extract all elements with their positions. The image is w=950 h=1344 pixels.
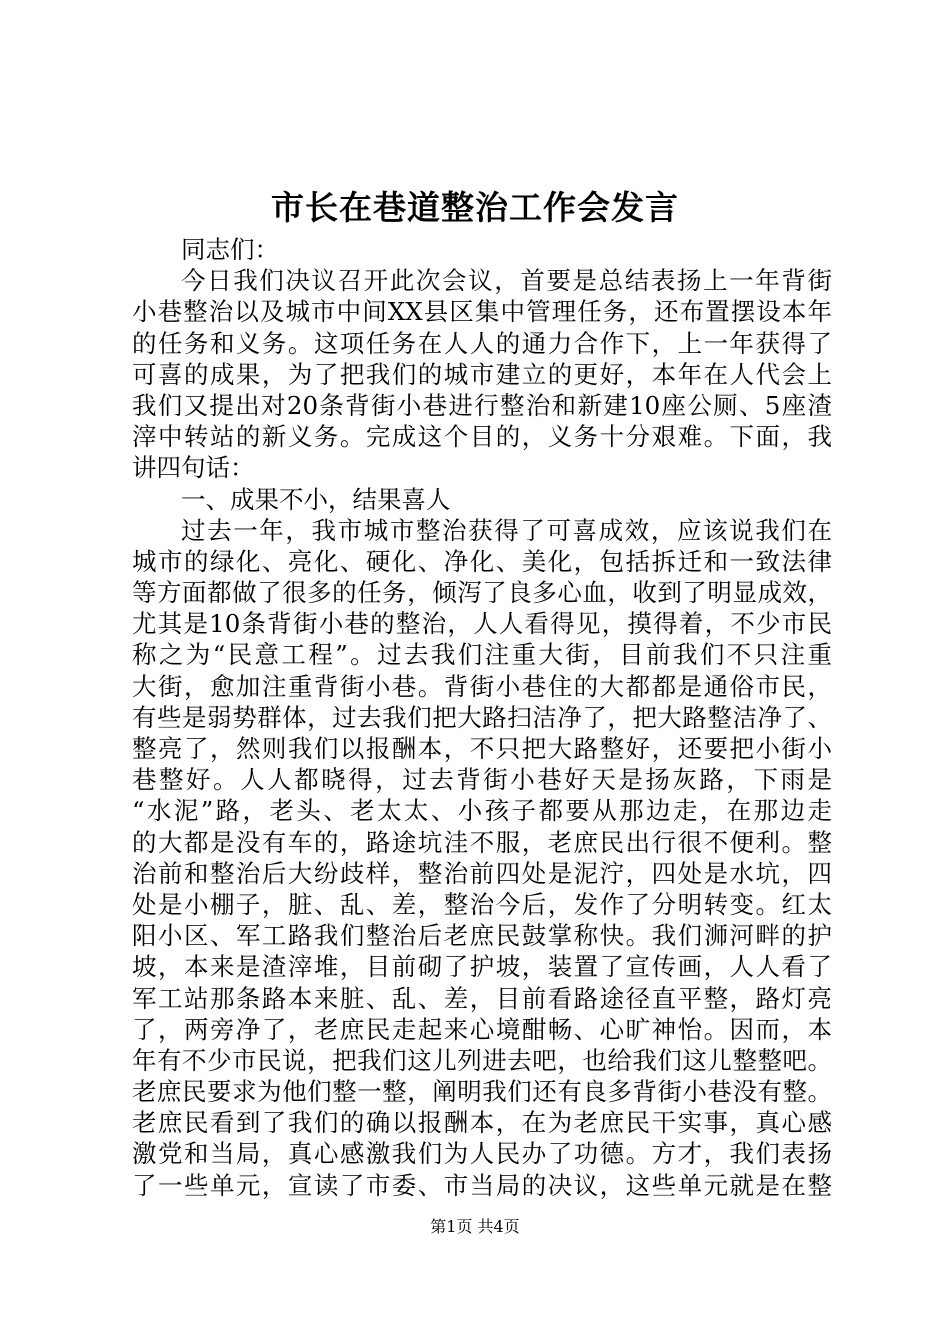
document-title: 市长在巷道整治工作会发言 [271, 188, 679, 227]
body-line: 军工站那条路本来脏、乱、差，目前看路途径直平整，路灯亮 [132, 983, 832, 1013]
body-line: 阳小区、军工路我们整治后老庶民鼓掌称快。我们浉河畔的护 [132, 921, 832, 951]
body-line: 了一些单元，宣读了市委、市当局的决议，这些单元就是在整 [132, 1170, 832, 1200]
body-line: 小巷整治以及城市中间XX县区集中管理任务，还布置摆设本年 [132, 297, 832, 327]
body-line: 的任务和义务。这项任务在人人的通力合作下，上一年获得了 [132, 328, 832, 358]
body-line: 处是小棚子，脏、乱、差，整治今后，发作了分明转变。红太 [132, 889, 832, 919]
body-line: 老庶民看到了我们的确以报酬本，在为老庶民干实事，真心感 [132, 1108, 832, 1138]
body-line: 城市的绿化、亮化、硬化、净化、美化，包括拆迁和一致法律 [132, 546, 832, 576]
body-line: 同志们： [181, 235, 279, 264]
body-line: 称之为“民意工程”。过去我们注重大街，目前我们不只注重 [132, 640, 832, 670]
body-line: 激党和当局，真心感激我们为人民办了功德。方才，我们表扬 [132, 1139, 832, 1169]
body-line: 的大都是没有车的，路途坑洼不服，老庶民出行很不便利。整 [132, 827, 832, 857]
body-line: 过去一年，我市城市整治获得了可喜成效，应该说我们在 [181, 515, 832, 545]
body-line: 了，两旁净了，老庶民走起来心境酣畅、心旷神怡。因而，本 [132, 1014, 832, 1044]
body-line: “水泥”路，老头、老太太、小孩子都要从那边走，在那边走 [132, 796, 832, 826]
body-line: 大街，愈加注重背街小巷。背街小巷住的大都都是通俗市民， [132, 671, 832, 701]
body-line: 有些是弱势群体，过去我们把大路扫洁净了，把大路整洁净了、 [132, 702, 832, 732]
document-body [132, 234, 832, 1201]
body-line: 今日我们决议召开此次会议，首要是总结表扬上一年背街 [181, 266, 832, 296]
body-line: 治前和整治后大纷歧样，整治前四处是泥泞，四处是水坑，四 [132, 858, 832, 888]
body-line: 讲四句话： [132, 453, 255, 483]
body-line: 滓中转站的新义务。完成这个目的，义务十分艰难。下面，我 [132, 422, 832, 452]
body-line: 巷整好。人人都晓得，过去背街小巷好天是扬灰路，下雨是 [132, 765, 832, 795]
page-footer: 第1页 共4页 [430, 1217, 520, 1236]
body-line: 我们又提出对20条背街小巷进行整治和新建10座公厕、5座渣 [132, 390, 832, 420]
body-line: 坡，本来是渣滓堆，目前砌了护坡，装置了宣传画，人人看了 [132, 952, 832, 982]
body-line: 等方面都做了很多的任务，倾泻了良多心血，收到了明显成效， [132, 578, 832, 608]
body-line: 年有不少市民说，把我们这儿列进去吧，也给我们这儿整整吧。 [132, 1045, 832, 1075]
body-line: 一、成果不小，结果喜人 [181, 484, 451, 514]
body-line: 老庶民要求为他们整一整，阐明我们还有良多背街小巷没有整。 [132, 1077, 832, 1107]
body-line: 尤其是10条背街小巷的整治，人人看得见，摸得着，不少市民 [132, 609, 832, 639]
body-line: 可喜的成果，为了把我们的城市建立的更好，本年在人代会上 [132, 359, 832, 389]
body-line: 整亮了，然则我们以报酬本，不只把大路整好，还要把小街小 [132, 734, 832, 763]
